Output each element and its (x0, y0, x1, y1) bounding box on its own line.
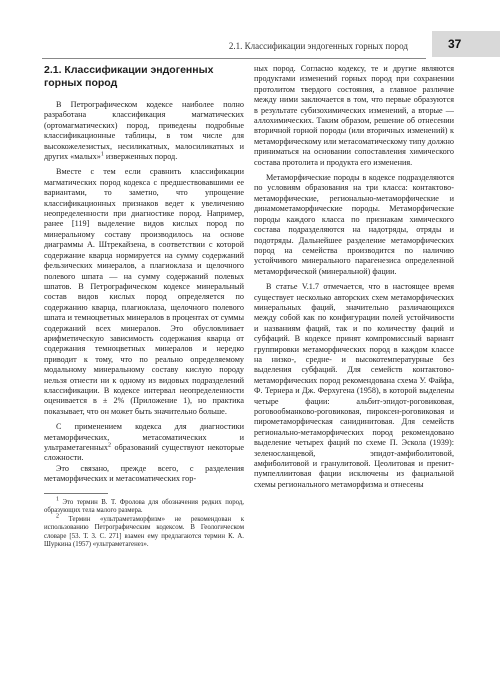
footnote (44, 496, 244, 516)
page-number: 37 (432, 31, 500, 57)
footnote-ref: 2 (108, 442, 112, 449)
paragraph-text: С применением кодекса для диагностики метаморфических, метасоматических и ультраметагенных (44, 422, 244, 452)
footnote-number: 1 (56, 496, 59, 503)
footnote-rule (44, 493, 108, 494)
left-column (44, 64, 244, 550)
paragraph-text: В Петрографическом кодексе наиболее полно разработана классификация магматических (ортомагматических) пород, приведены подробные классификационные таблицы, в том числе для высокожелезистых, несиликатных, малосиликатных и других «малых» (44, 100, 244, 162)
paragraph: ных пород. Согласно кодексу, те и другие являются продуктами изменений горных пород при сохранении протолитом твердого состояния, а главное различие между ними заключается в том, что первые образуются в результате субизохимических изменений, а вторые — аллохимических. Таким образом, решение об отнесении вторичной горной породы (или вторичных изменений) к метаморфическому или метасоматическому типу должно приниматься на основании сопоставления химического состава протолита и продукта его изменения. (254, 64, 454, 167)
right-column (254, 64, 454, 490)
header-rule (42, 58, 426, 59)
footnote-number: 2 (56, 513, 59, 520)
paragraph: Метаморфические породы в кодексе подразделяются по условиям образования на три класса: контактово-метаморфические, регионально-метаморфические и динамометаморфические породы. Метаморфические породы каждого класса по признакам химического состава подразделяются на надотряды, отряды и подотряды. Дальнейшее разделение метаморфических пород на семейства производится по наличию устойчивого минерального парагенезиса определенной метаморфической (минеральной) фации. (254, 173, 454, 276)
paragraph: Вместе с тем если сравнить классификации магматических пород кодекса с предшествовавшими ее вариантами, то заметно, что упрощение классификационных признаков ведет к увеличению неопределенности при диагностике пород. Например, ранее [119] выделение видов кислых пород по минеральному составу производилось на основе диаграммы А. Штрекайзена, в соответствии с которой содержание кварца нормируется на сумму содержаний фельзических минералов, а плагиоклаза и щелочного полевого шпата — на сумму содержаний полевых шпатов. В Петрографическом кодексе минеральный состав видов кислых пород определяется по содержанию кварца, плагиоклаза, щелочного полевого шпата и темноцветных минералов в процентах от суммы содержаний всех минералов. Это обусловливает арифметическую зависимость содержания кварца от содержания темноцветных минералов и нередко приводит к тому, что по реально определяемому модальному минеральному составу кислую породу нельзя отнести ни к одному из видовых подразделений классификации. В кодексе интервал неопределенности оценивается в ± 2% (Приложение 1), но практика показывает, что он может быть значительно больше. (44, 167, 244, 416)
paragraph-text: образований существуют некоторые сложности. (44, 443, 244, 463)
paragraph: В статье V.1.7 отмечается, что в настоящее время существует несколько авторских схем метаморфических минеральных фаций, значительно различающихся между собой как по конфигурации полей устойчивости и названиям фаций, так и по количеству фаций и субфаций. В кодексе принят компромиссный вариант группировки метаморфических пород в каждом классе на низко-, средне- и высокотемпературные без выделения субфаций. Для семейств контактово-метаморфических пород рекомендована схема У. Файфа, Ф. Тернера и Дж. Ферхугена (1958), в которой выделены четыре фации: альбит-эпидот-роговиковая, роговообманково-роговиковая, пироксен-роговиковая и пирометаморфическая санидинитовая. Для семейств регионально-метаморфических пород рекомендовано выделение четырех фаций по схеме П. Эскола (1939): зеленосланцевой, эпидот-амфиболитовой, амфиболитовой и гранулитовой. Цеолитовая и пренит-пумпеллиитовая фации исключены из фациальной схемы регионального метаморфизма и отнесены (254, 282, 454, 489)
section-title: 2.1. Классификации эндогенных горных пород (44, 64, 214, 89)
page-header (0, 27, 500, 59)
footnote-text: Термин «ультраметаморфизм» не рекомендован к использованию Петрографическим кодексом. В Геологическом словаре [53. Т. 3. С. 271] взамен ему предлагаются термин К. А. Шуркина (1957) «ультраметагенез». (44, 515, 244, 549)
running-title: 2.1. Классификации эндогенных горных пород (228, 41, 408, 51)
footnote-ref: 1 (100, 151, 104, 158)
paragraph (44, 422, 244, 464)
footnote-text: Это термин В. Т. Фролова для обозначения редких пород, образующих тела малого размера. (44, 498, 244, 515)
paragraph-text: изверженных пород. (103, 152, 178, 162)
paragraph (44, 100, 244, 162)
footnote (44, 513, 244, 550)
paragraph: Это связано, прежде всего, с разделения метаморфических и метасоматических гор- (44, 463, 244, 484)
